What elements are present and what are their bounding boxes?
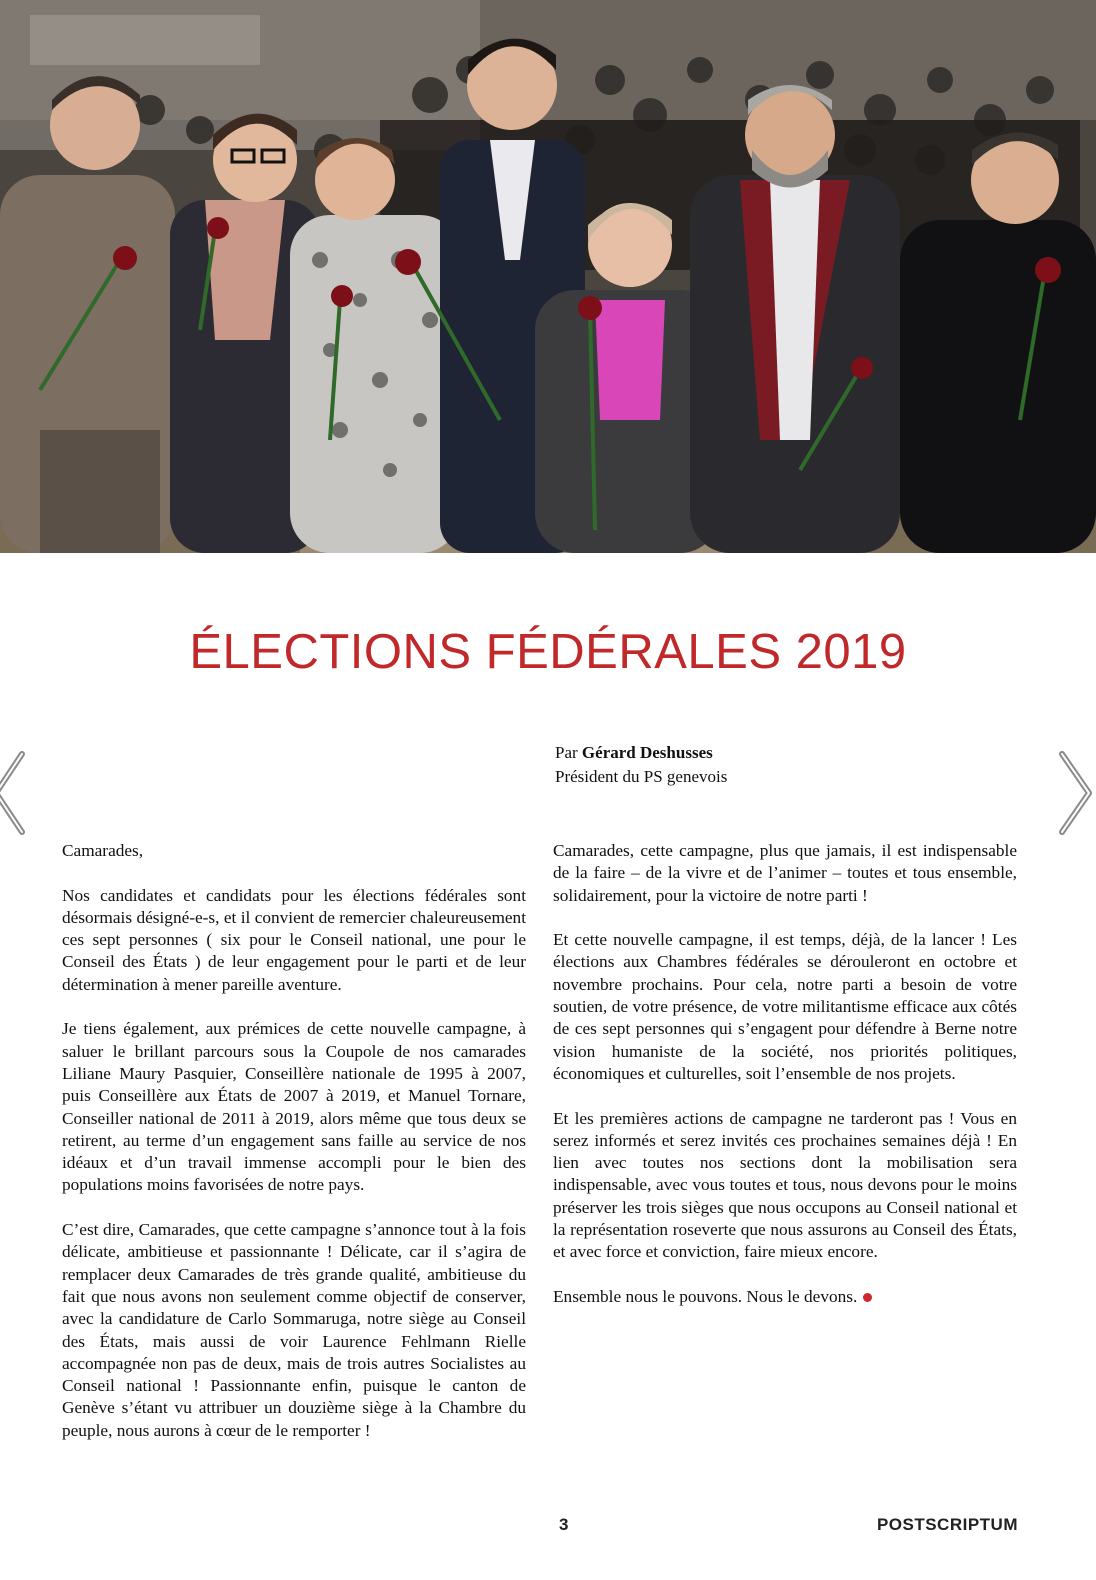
previous-page-button[interactable] (0, 748, 40, 838)
paragraph: C’est dire, Camarades, que cette campagne s’annonce tout à la fois délicate, ambitieuse et passionnante ! Délicate, car il s’agira de remplacer deux Camarades de très grande qualité, ambitieuse du fait que nous avons non seulement comme objectif de conserver, avec la candidature de Carlo Sommaruga, notre siège au Conseil des États, mais aussi de voir Laurence Fehlmann Rielle accompagnée non pas de deux, mais de trois autres Socialistes au Conseil national ! Passionnante enfin, puisque le canton de Genève s’étant vu attribuer un douzième siège à la Chambre du peuple, nous aurons à cœur de le remporter ! (62, 1220, 526, 1440)
article-column-right (553, 840, 1017, 1331)
chevron-left-icon (0, 748, 40, 838)
end-mark-dot-icon (863, 1293, 872, 1302)
paragraph: Camarades, cette campagne, plus que jamais, il est indispensable de la faire – de la vivre et de l’animer – toutes et tous ensemble, solidairement, pour la victoire de notre parti ! (553, 841, 1017, 905)
page-number: 3 (559, 1515, 569, 1534)
header-photo (0, 0, 1096, 553)
article-title: ÉLECTIONS FÉDÉRALES 2019 (189, 625, 907, 679)
author-role: Président du PS genevois (555, 767, 728, 786)
publication-name: POSTSCRIPTUM (876, 1515, 1018, 1534)
next-page-button[interactable] (1056, 748, 1096, 838)
salutation: Camarades, (62, 841, 144, 860)
paragraph: Je tiens également, aux prémices de cette nouvelle campagne, à saluer le brillant parcours sous la Coupole de nos camarades Liliane Maury Pasquier, Conseillère nationale de 1995 à 2007, puis Conseillère aux États de 2007 à 2019, et Manuel Tornare, Conseiller national de 2011 à 2019, alors même que tous deux se retirent, au terme d’un engagement sans faille au service de nos idéaux et d’un travail immense accompli pour le bien des populations moins favorisées de notre pays. (62, 1019, 526, 1195)
closing-paragraph (553, 1286, 1017, 1308)
paragraph: Et cette nouvelle campagne, il est temps, déjà, de la lancer ! Les élections aux Chambres fédérales se dérouleront en octobre et novembre prochains. Pour cela, notre parti a besoin de votre soutien, de votre présence, de votre militantisme efficace aux côtés de ces sept personnes qui s’engagent pour défendre à Berne notre vision humaniste de la société, nos priorités politiques, économiques et culturelles, soit l’ensemble de nos projets. (553, 930, 1017, 1083)
group-photo-illustration (0, 0, 1096, 553)
closing-text: Ensemble nous le pouvons. Nous le devons. (553, 1286, 858, 1306)
chevron-right-icon (1056, 748, 1096, 838)
author-name: Gérard Deshusses (581, 743, 713, 762)
paragraph: Et les premières actions de campagne ne tarderont pas ! Vous en serez informés et serez invités ces prochaines semaines déjà ! En lien avec toutes nos sections dont la mobilisation sera indispensable, avec vous toutes et tous, nous devons pour le moins préserver les trois sièges que nous occupons au Conseil national et la représentation roseverte que nous assurons au Conseil des États, et avec force et conviction, faire mieux encore. (553, 1108, 1017, 1262)
byline-prefix: Par (555, 743, 578, 762)
paragraph: Nos candidates et candidats pour les élections fédérales sont désormais désigné-e-s, et il convient de remercier chaleureusement ces sept personnes ( six pour le Conseil national, une pour le Conseil des États ) de leur engagement pour le parti et de leur détermination à mener pareille aventure. (62, 885, 526, 994)
article-column-left (62, 840, 526, 1464)
byline (555, 741, 727, 789)
